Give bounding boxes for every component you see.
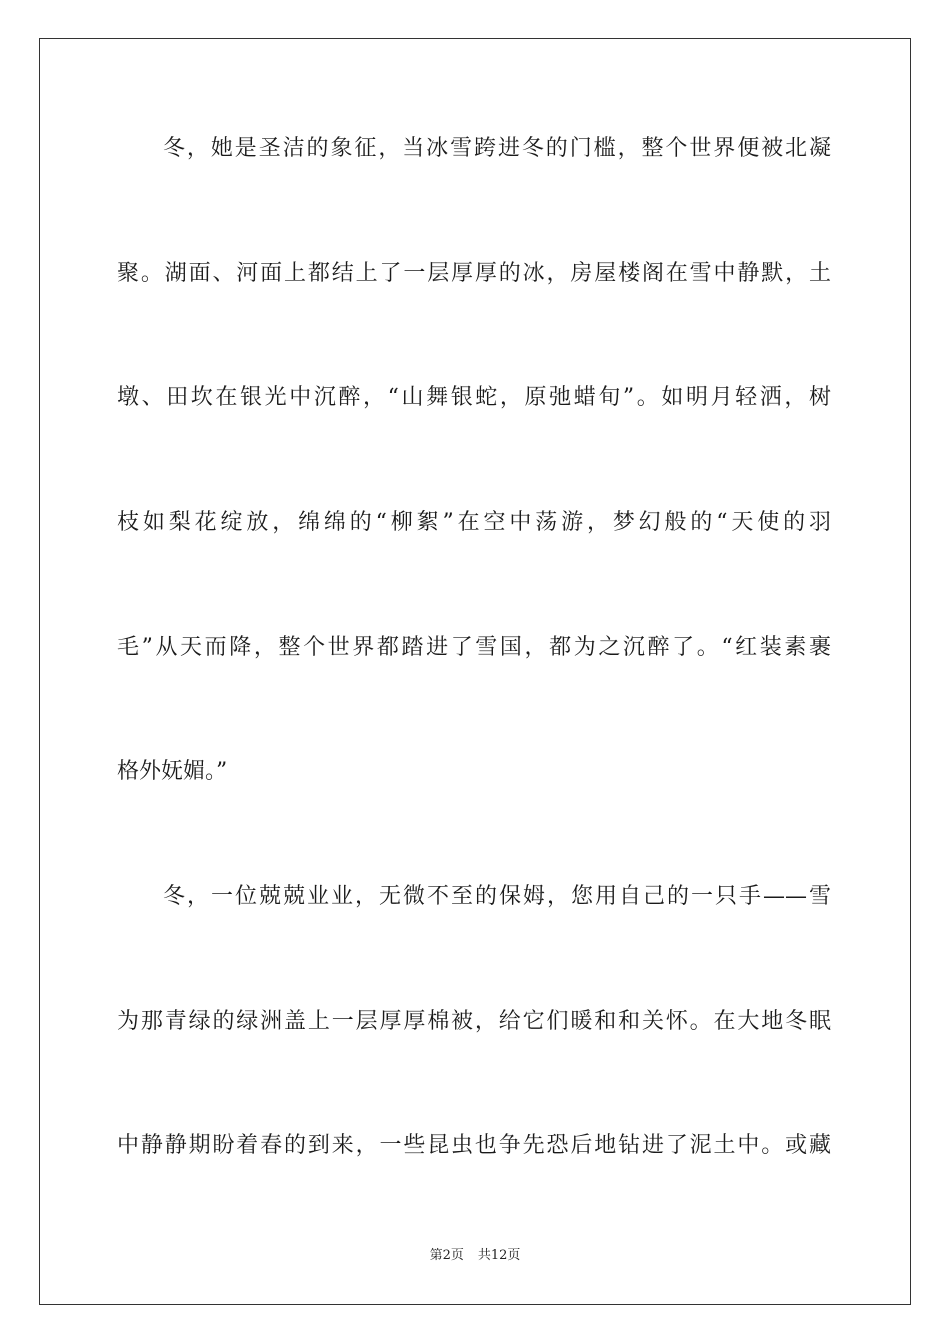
- page-number: 第2页: [429, 1248, 464, 1263]
- text-line: 聚。湖面、河面上都结上了一层厚厚的冰，房屋楼阁在雪中静默，土: [117, 261, 831, 286]
- text-line: 冬，一位兢兢业业，无微不至的保姆，您用自己的一只手——雪: [163, 884, 831, 909]
- text-line: 格外妩媚。”: [117, 759, 228, 784]
- text-line: 毛”从天而降，整个世界都踏进了雪国，都为之沉醉了。“红装素裹: [117, 635, 831, 660]
- page-border: [39, 38, 911, 1305]
- text-line: 冬，她是圣洁的象征，当冰雪跨进冬的门槛，整个世界便被北凝: [163, 136, 831, 161]
- text-line: 墩、田坎在银光中沉醉，“山舞银蛇，原弛蜡旬”。如明月轻洒，树: [117, 385, 831, 410]
- text-line: 枝如梨花绽放，绵绵的“柳絮”在空中荡游，梦幻般的“天使的羽: [117, 510, 831, 535]
- page-footer: [0, 1247, 950, 1265]
- text-line: 中静静期盼着春的到来，一些昆虫也争先恐后地钻进了泥土中。或藏: [117, 1133, 831, 1158]
- text-line: 为那青绿的绿洲盖上一层厚厚棉被，给它们暖和和关怀。在大地冬眠: [117, 1009, 831, 1034]
- total-pages: 共12页: [477, 1248, 521, 1263]
